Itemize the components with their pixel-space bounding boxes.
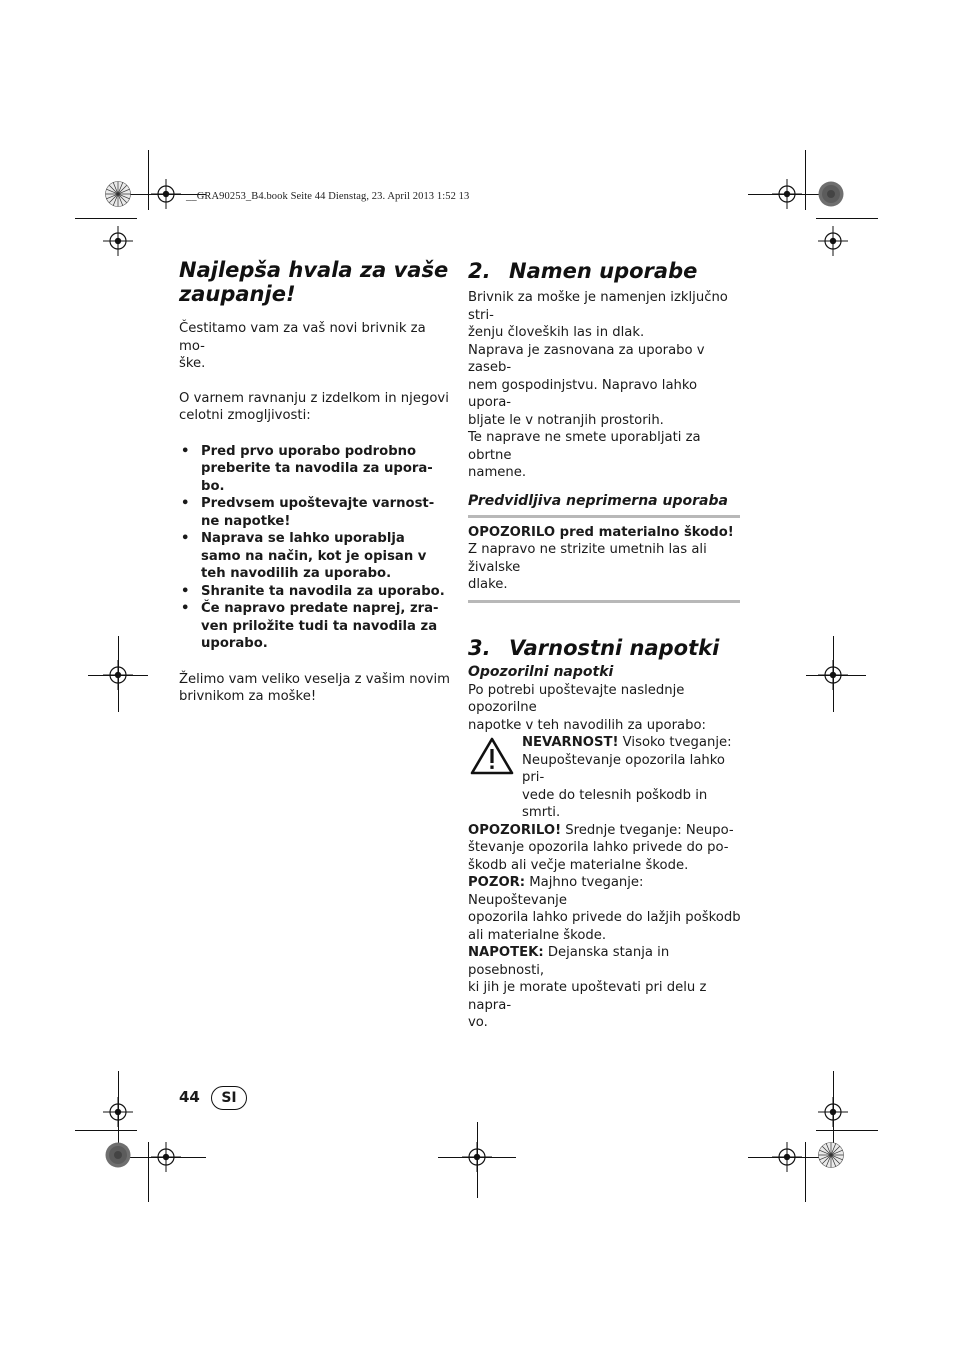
crop-mark <box>118 1071 119 1147</box>
title-line: Najlepša hvala za vaše <box>179 258 449 282</box>
text-line: ne napotke! <box>201 513 291 529</box>
text-line: ženju človeških las in dlak. <box>468 325 645 340</box>
misuse-heading: Predvidljiva neprimerna uporaba <box>468 492 728 509</box>
section-title: Varnostni napotki <box>509 635 720 660</box>
text-line: preberite ta navodila za upora- <box>201 461 433 476</box>
danger-text <box>522 734 742 822</box>
note-label: NAPOTEK: <box>468 945 544 960</box>
color-rosette-icon <box>105 1142 131 1168</box>
section-title: Namen uporabe <box>509 259 698 283</box>
text-line: Visoko tveganje: <box>618 735 732 750</box>
crop-mark <box>816 1130 878 1131</box>
text-line: Naprava se lahko uporablja <box>201 531 405 546</box>
print-info: __GRA90253_B4.book Seite 44 Dienstag, 23. April 2013 1:52 13 <box>186 191 470 202</box>
text-line: Po potrebi upoštevajte naslednje opozorilne <box>468 682 685 715</box>
text-line: Predvsem upoštevajte varnost- <box>201 496 435 511</box>
warning-label: OPOZORILO! <box>468 822 562 838</box>
text-line: Želimo vam veliko veselja z vašim novim <box>179 671 450 687</box>
section-number: 3. <box>468 635 491 660</box>
text-line: Čestitamo vam za vaš novi brivnik za mo- <box>179 321 426 354</box>
note-text <box>468 944 742 1032</box>
text-line: Pred prvo uporabo podrobno <box>201 443 417 459</box>
text-line: Te naprave ne smete uporabljati za obrtne <box>468 430 701 463</box>
text-line: ali materialne škode. <box>468 927 607 943</box>
section-heading-safety <box>468 635 742 661</box>
text-line: škodb ali večje materialne škode. <box>468 857 689 873</box>
divider <box>468 600 740 603</box>
crop-mark <box>128 1157 206 1158</box>
purpose-paragraph <box>468 289 742 482</box>
divider <box>468 515 740 518</box>
text-line: Majhno tveganje: Neupoštevanje <box>468 875 644 908</box>
title-line: zaupanje! <box>179 282 296 306</box>
text-line: opozorila lahko privede do lažjih poškodb <box>468 910 741 925</box>
text-line: Srednje tveganje: Neupo- <box>561 822 734 838</box>
text-line: teh navodilih za uporabo. <box>201 566 392 581</box>
text-line: vo. <box>468 1015 488 1030</box>
crop-mark <box>805 1142 806 1202</box>
color-rosette-icon <box>105 181 131 207</box>
hints-heading: Opozorilni napotki <box>468 663 614 680</box>
crop-mark <box>75 1130 137 1131</box>
language-badge: SI <box>211 1086 247 1110</box>
crop-mark <box>806 675 866 676</box>
text-line: vede do telesnih poškodb in smrti. <box>522 787 708 820</box>
caution-text <box>468 874 742 944</box>
text-line: ven priložite tudi ta navodila za <box>201 618 438 634</box>
text-line: napotke v teh navodilih za uporabo: <box>468 717 706 733</box>
text-line: dlake. <box>468 577 508 592</box>
text-line: uporabo. <box>201 636 268 651</box>
list-item <box>179 530 454 583</box>
left-column <box>179 258 454 706</box>
crop-mark <box>833 1071 834 1147</box>
color-rosette-icon <box>818 1142 844 1168</box>
list-item <box>179 600 454 653</box>
text-line: Neupoštevanje opozorila lahko pri- <box>522 752 726 785</box>
right-column <box>468 258 742 1032</box>
text-line: brivnikom za moške! <box>179 689 317 704</box>
danger-notice <box>468 734 742 822</box>
closing-paragraph <box>179 671 454 706</box>
text-line: ki jih je morate upoštevati pri delu z naprа- <box>468 980 707 1013</box>
crop-mark <box>148 1142 149 1202</box>
warning-title: OPOZORILO pred materialno škodo! <box>468 524 734 540</box>
text-line: O varnem ravnanju z izdelkom in njegovi <box>179 390 449 406</box>
text-line: bo. <box>201 478 225 494</box>
crop-mark <box>477 1122 478 1198</box>
text-line: Brivnik za moške je namenjen izključno stri- <box>468 290 728 323</box>
text-line: Shranite ta navodila za uporabo. <box>201 583 445 599</box>
text-line: števanje opozorila lahko privede do po- <box>468 840 729 855</box>
crop-mark <box>816 218 878 219</box>
instructions-list <box>179 443 454 653</box>
text-line: namene. <box>468 465 527 480</box>
caution-label: POZOR: <box>468 875 526 890</box>
text-line: nem gospodinjstvu. Napravo lahko upora- <box>468 377 698 410</box>
warning-level-text <box>468 822 742 875</box>
crop-mark <box>75 218 137 219</box>
crop-mark <box>748 194 826 195</box>
intro-paragraph <box>179 320 454 373</box>
crop-mark <box>118 636 119 712</box>
text-line: bljate le v notranjih prostorih. <box>468 412 664 428</box>
registration-mark-icon <box>103 226 133 256</box>
lead-paragraph <box>179 390 454 425</box>
text-line: samo na način, kot je opisan v <box>201 548 427 564</box>
warning-triangle-icon <box>470 737 514 775</box>
section-heading-purpose <box>468 258 742 284</box>
section-number: 2. <box>468 259 491 283</box>
crop-mark <box>805 150 806 210</box>
color-rosette-icon <box>818 181 844 207</box>
crop-mark <box>833 636 834 712</box>
hints-paragraph <box>468 682 742 735</box>
danger-label: NEVARNOST! <box>522 735 619 750</box>
text-line: celotni zmogljivosti: <box>179 408 311 423</box>
page-number: 44 <box>179 1088 200 1106</box>
text-line: Z napravo ne strizite umetnih las ali živalske <box>468 542 707 575</box>
list-item <box>179 495 454 530</box>
text-line: Naprava je zasnovana za uporabo v zaseb- <box>468 342 705 375</box>
registration-mark-icon <box>818 226 848 256</box>
crop-mark <box>748 1157 826 1158</box>
text-line: Če napravo predate naprej, zra- <box>201 601 439 616</box>
crop-mark <box>148 150 149 210</box>
list-item <box>179 443 454 496</box>
text-line: Dejanska stanja in posebnosti, <box>468 945 670 978</box>
list-item <box>179 583 454 601</box>
warning-text <box>468 541 742 594</box>
page-title <box>179 258 454 306</box>
text-line: ške. <box>179 356 206 371</box>
